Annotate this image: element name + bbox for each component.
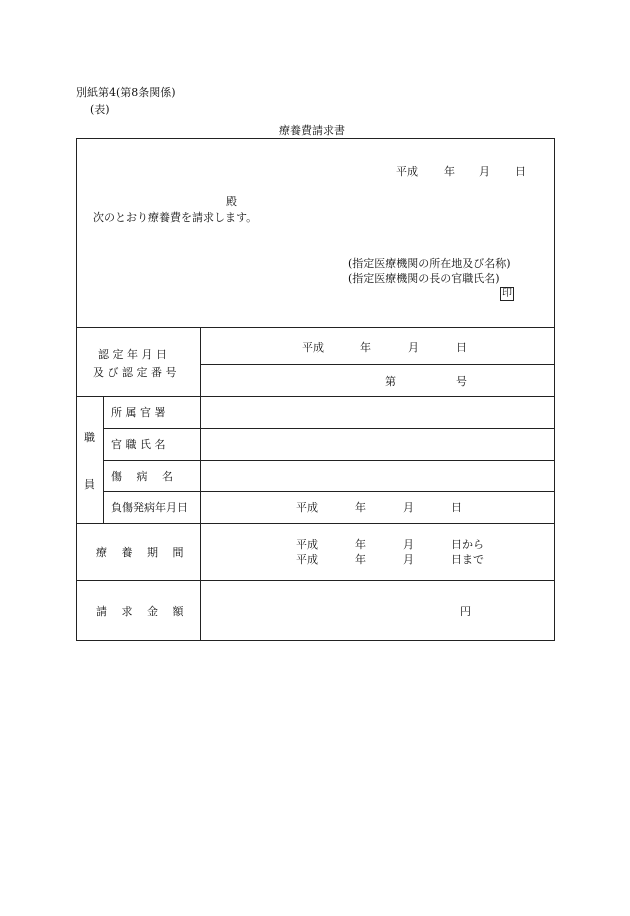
period-to-era: 平成	[296, 553, 318, 566]
period-to-month: 月	[403, 553, 414, 566]
onset-date-day: 日	[451, 501, 462, 514]
divider-staff-1	[103, 428, 555, 429]
cert-date-year: 年	[360, 341, 371, 354]
divider-period-bottom	[76, 580, 555, 581]
divider-staff-3	[103, 491, 555, 492]
divider-staff-group	[103, 396, 104, 523]
amount-label: 請 求 金 額	[96, 605, 184, 618]
request-text: 次のとおり療養費を請求します。	[93, 211, 258, 224]
onset-label: 負傷発病年月日	[111, 501, 188, 514]
cert-label-line1: 認 定 年 月 日	[98, 348, 167, 361]
onset-date-month: 月	[403, 501, 414, 514]
affiliation-label: 所 属 官 署	[111, 406, 166, 419]
institution-head-name: (指定医療機関の長の官職氏名)	[348, 272, 500, 285]
period-from-year: 年	[355, 538, 366, 551]
divider-staff-bottom	[76, 523, 555, 524]
amount-unit: 円	[460, 605, 471, 618]
staff-group-label-2: 員	[84, 478, 95, 491]
divider-top-section	[76, 327, 555, 328]
title-name-label: 官 職 氏 名	[111, 438, 166, 451]
period-from-month: 月	[403, 538, 414, 551]
cert-date-era: 平成	[302, 341, 324, 354]
top-date-era: 平成	[396, 165, 418, 178]
period-label: 療 養 期 間	[96, 546, 184, 559]
seal-mark: 印	[502, 288, 512, 299]
document-title: 療養費請求書	[279, 124, 345, 137]
disease-label: 傷 病 名	[111, 470, 173, 483]
period-to-year: 年	[355, 553, 366, 566]
cert-date-month: 月	[408, 341, 419, 354]
onset-date-year: 年	[355, 501, 366, 514]
staff-group-label-1: 職	[84, 431, 95, 444]
divider-label-column	[200, 327, 201, 641]
cert-date-day: 日	[456, 341, 467, 354]
side-label: (表)	[90, 103, 110, 116]
cert-number-prefix: 第	[385, 375, 396, 388]
divider-cert-bottom	[76, 396, 555, 397]
divider-staff-2	[103, 460, 555, 461]
period-from-era: 平成	[296, 538, 318, 551]
appendix-label: 別紙第4(第8条関係)	[76, 86, 176, 99]
period-from-day: 日から	[451, 538, 484, 551]
divider-cert-mid	[200, 364, 555, 365]
cert-number-suffix: 号	[456, 375, 467, 388]
top-date-day: 日	[515, 165, 526, 178]
institution-address: (指定医療機関の所在地及び名称)	[348, 257, 511, 270]
top-date-month: 月	[479, 165, 490, 178]
addressee-suffix: 殿	[226, 195, 237, 208]
top-date-year: 年	[444, 165, 455, 178]
period-to-day: 日まで	[451, 553, 484, 566]
cert-label-line2: 及 び 認 定 番 号	[93, 366, 177, 379]
onset-date-era: 平成	[296, 501, 318, 514]
